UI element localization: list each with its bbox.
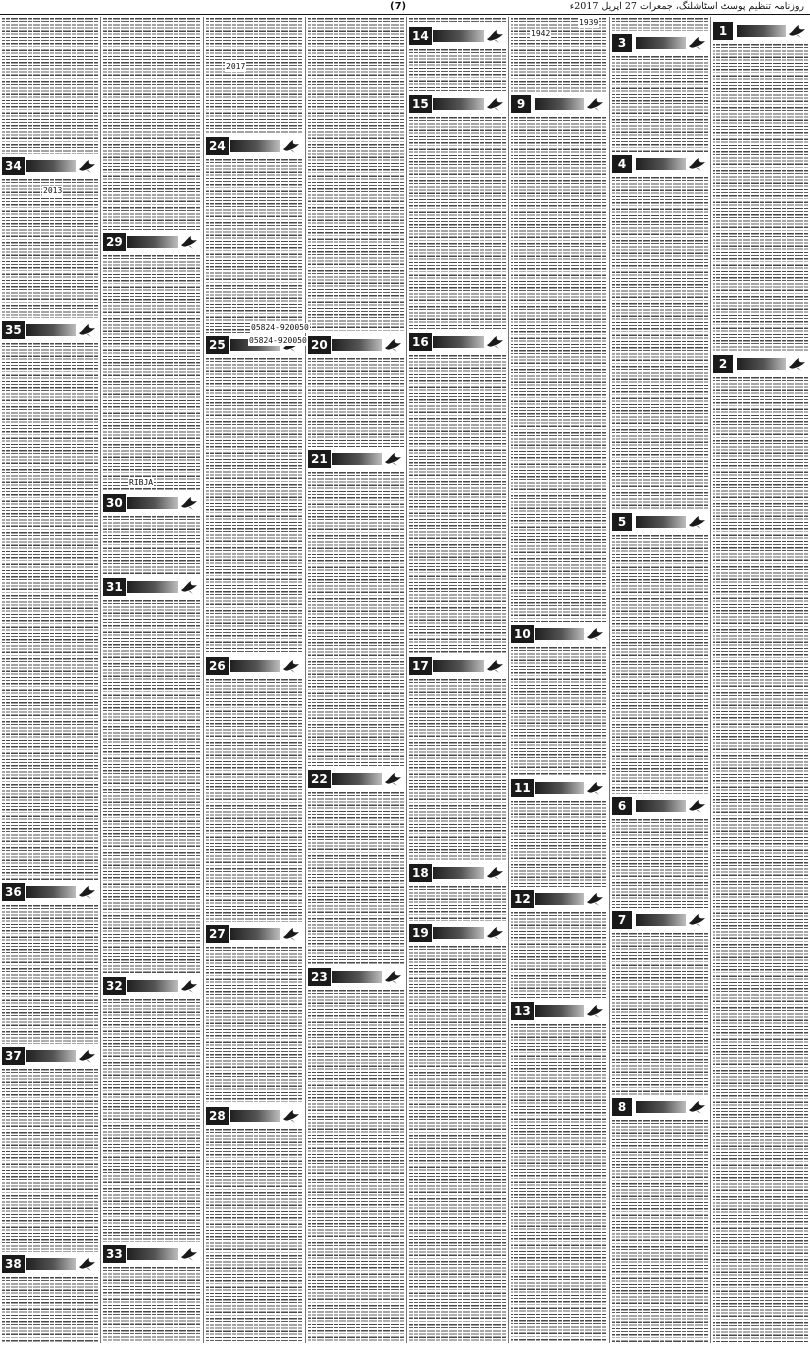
gradient-bar bbox=[636, 158, 686, 170]
ad-number-marker bbox=[409, 924, 506, 942]
ad-number-marker bbox=[2, 1255, 98, 1273]
article-text bbox=[308, 472, 404, 767]
column-rule bbox=[710, 17, 711, 1343]
ad-number: 34 bbox=[2, 157, 25, 175]
column-rule bbox=[305, 17, 306, 1343]
dove-icon bbox=[78, 884, 96, 900]
article-text bbox=[206, 358, 302, 654]
article-text bbox=[308, 990, 404, 1342]
ad-number: 9 bbox=[511, 95, 531, 113]
article-text bbox=[409, 18, 506, 24]
ad-number: 11 bbox=[511, 779, 534, 797]
column-rule bbox=[100, 17, 101, 1343]
ad-number-marker bbox=[409, 657, 506, 675]
article-text bbox=[206, 679, 302, 922]
article-text bbox=[409, 49, 506, 92]
gradient-bar bbox=[332, 971, 382, 983]
dove-icon bbox=[486, 925, 504, 941]
ad-number-marker bbox=[206, 657, 302, 675]
ad-number-marker bbox=[206, 137, 302, 155]
ad-number-marker bbox=[612, 513, 708, 531]
gradient-bar bbox=[127, 1248, 178, 1260]
dove-icon bbox=[78, 158, 96, 174]
article-text bbox=[206, 18, 302, 134]
gradient-bar bbox=[230, 928, 280, 940]
gradient-bar bbox=[230, 660, 280, 672]
article-text bbox=[2, 1069, 98, 1252]
dove-icon bbox=[486, 334, 504, 350]
ad-number-marker bbox=[511, 890, 606, 908]
ad-number: 7 bbox=[612, 911, 632, 929]
gradient-bar bbox=[636, 914, 686, 926]
article-text bbox=[103, 1267, 200, 1342]
ad-number-marker bbox=[103, 233, 200, 251]
dove-icon bbox=[486, 658, 504, 674]
article-text bbox=[409, 679, 506, 861]
article-text bbox=[2, 905, 98, 1044]
dove-icon bbox=[486, 28, 504, 44]
ad-number: 32 bbox=[103, 977, 126, 995]
dove-icon bbox=[180, 978, 198, 994]
ad-number-marker bbox=[409, 27, 506, 45]
dove-icon bbox=[282, 1108, 300, 1124]
dove-icon bbox=[688, 514, 706, 530]
ad-number-marker bbox=[713, 355, 808, 373]
gradient-bar bbox=[433, 336, 484, 348]
ad-number-marker bbox=[2, 321, 98, 339]
ad-number-marker bbox=[409, 333, 506, 351]
article-text bbox=[103, 255, 200, 491]
gradient-bar bbox=[433, 660, 484, 672]
ad-number: 6 bbox=[612, 797, 632, 815]
ad-number: 19 bbox=[409, 924, 432, 942]
dove-icon bbox=[586, 626, 604, 642]
dove-icon bbox=[688, 912, 706, 928]
ad-number-marker bbox=[206, 1107, 302, 1125]
article-text bbox=[2, 18, 98, 154]
gradient-bar bbox=[127, 497, 178, 509]
article-text bbox=[2, 179, 98, 318]
ad-number: 12 bbox=[511, 890, 534, 908]
ad-number-marker bbox=[2, 1047, 98, 1065]
article-text bbox=[511, 801, 606, 887]
dove-icon bbox=[384, 771, 402, 787]
ad-number-marker bbox=[612, 1098, 708, 1116]
ad-number-marker bbox=[2, 157, 98, 175]
dove-icon bbox=[486, 865, 504, 881]
dove-icon bbox=[688, 798, 706, 814]
ad-number: 29 bbox=[103, 233, 126, 251]
ad-number-marker bbox=[103, 977, 200, 995]
dove-icon bbox=[586, 780, 604, 796]
ad-number: 2 bbox=[713, 355, 733, 373]
ad-number-marker bbox=[308, 336, 404, 354]
article-text bbox=[612, 535, 708, 794]
ad-number: 25 bbox=[206, 336, 229, 354]
ad-number-marker bbox=[308, 968, 404, 986]
gradient-bar bbox=[26, 160, 76, 172]
gradient-bar bbox=[127, 581, 178, 593]
ad-number-marker bbox=[612, 911, 708, 929]
dove-icon bbox=[688, 1099, 706, 1115]
ad-number-marker bbox=[612, 797, 708, 815]
column-rule bbox=[609, 17, 610, 1343]
article-text bbox=[612, 1120, 708, 1342]
ad-number-marker bbox=[612, 155, 708, 173]
ad-number: 10 bbox=[511, 625, 534, 643]
gradient-bar bbox=[535, 782, 584, 794]
ad-number-marker bbox=[103, 1245, 200, 1263]
dove-icon bbox=[78, 1048, 96, 1064]
article-text bbox=[103, 18, 200, 230]
dove-icon bbox=[282, 926, 300, 942]
dove-icon bbox=[180, 234, 198, 250]
article-text bbox=[103, 516, 200, 575]
gradient-bar bbox=[433, 867, 484, 879]
dove-icon bbox=[78, 1256, 96, 1272]
ad-number: 27 bbox=[206, 925, 229, 943]
dove-icon bbox=[180, 579, 198, 595]
ad-number: 35 bbox=[2, 321, 25, 339]
phone-number: 05824-920050 bbox=[249, 336, 307, 345]
ad-number: 13 bbox=[511, 1002, 534, 1020]
dove-icon bbox=[282, 138, 300, 154]
ad-number-marker bbox=[103, 494, 200, 512]
ad-number-marker bbox=[2, 883, 98, 901]
article-text bbox=[308, 792, 404, 965]
gradient-bar bbox=[127, 236, 178, 248]
article-text bbox=[308, 18, 404, 333]
gradient-bar bbox=[26, 1258, 76, 1270]
column-rule bbox=[508, 17, 509, 1343]
ad-number-marker bbox=[511, 625, 606, 643]
code-text: RIBJA bbox=[129, 478, 154, 487]
article-text bbox=[308, 358, 404, 447]
ad-number-marker bbox=[308, 770, 404, 788]
gradient-bar bbox=[26, 324, 76, 336]
gradient-bar bbox=[332, 339, 382, 351]
article-text bbox=[511, 912, 606, 999]
dove-icon bbox=[586, 891, 604, 907]
article-text bbox=[103, 999, 200, 1242]
gradient-bar bbox=[230, 140, 280, 152]
ad-number-marker bbox=[308, 450, 404, 468]
ad-number-marker bbox=[103, 578, 200, 596]
ad-number: 20 bbox=[308, 336, 331, 354]
gradient-bar bbox=[127, 980, 178, 992]
dove-icon bbox=[180, 1246, 198, 1262]
dove-icon bbox=[586, 1003, 604, 1019]
column-rule bbox=[203, 17, 204, 1343]
ad-number: 30 bbox=[103, 494, 126, 512]
page-header bbox=[0, 0, 810, 15]
gradient-bar bbox=[737, 25, 786, 37]
ad-number: 24 bbox=[206, 137, 229, 155]
dove-icon bbox=[384, 337, 402, 353]
dove-icon bbox=[688, 156, 706, 172]
ad-number: 38 bbox=[2, 1255, 25, 1273]
ad-number: 5 bbox=[612, 513, 632, 531]
phone-number: 05824-920050 bbox=[251, 323, 309, 332]
article-text bbox=[206, 947, 302, 1104]
ad-number-marker bbox=[409, 95, 506, 113]
gradient-bar bbox=[535, 893, 584, 905]
dove-icon bbox=[282, 658, 300, 674]
dove-icon bbox=[486, 96, 504, 112]
ad-number: 23 bbox=[308, 968, 331, 986]
ad-number: 26 bbox=[206, 657, 229, 675]
gradient-bar bbox=[433, 30, 484, 42]
ad-number: 37 bbox=[2, 1047, 25, 1065]
ad-number: 1 bbox=[713, 22, 733, 40]
article-text bbox=[612, 177, 708, 510]
gradient-bar bbox=[636, 1101, 686, 1113]
ad-number: 17 bbox=[409, 657, 432, 675]
ad-number-marker bbox=[409, 864, 506, 882]
gradient-bar bbox=[636, 37, 686, 49]
dove-icon bbox=[78, 322, 96, 338]
gradient-bar bbox=[636, 516, 686, 528]
ad-number: 8 bbox=[612, 1098, 632, 1116]
gradient-bar bbox=[636, 800, 686, 812]
masthead: روزنامہ تنظیم پوسٹ اسٹاشلنگ، جمعرات 27 اپریل 2017ء bbox=[569, 1, 804, 12]
gradient-bar bbox=[535, 1005, 584, 1017]
ad-number-marker bbox=[511, 95, 606, 113]
gradient-bar bbox=[26, 886, 76, 898]
article-text bbox=[612, 18, 708, 31]
column-rule bbox=[406, 17, 407, 1343]
gradient-bar bbox=[535, 98, 584, 110]
article-text bbox=[713, 377, 808, 1342]
article-text bbox=[511, 117, 606, 622]
ad-number: 31 bbox=[103, 578, 126, 596]
gradient-bar bbox=[26, 1050, 76, 1062]
gradient-bar bbox=[332, 773, 382, 785]
dove-icon bbox=[788, 356, 806, 372]
gradient-bar bbox=[230, 1110, 280, 1122]
ad-number-marker bbox=[206, 925, 302, 943]
ad-number: 28 bbox=[206, 1107, 229, 1125]
article-text bbox=[409, 946, 506, 1342]
ad-number-marker bbox=[612, 34, 708, 52]
article-text bbox=[2, 1277, 98, 1342]
dove-icon bbox=[586, 96, 604, 112]
dove-icon bbox=[384, 451, 402, 467]
article-text bbox=[511, 647, 606, 776]
ad-number: 16 bbox=[409, 333, 432, 351]
ad-number: 15 bbox=[409, 95, 432, 113]
article-text bbox=[713, 44, 808, 352]
year-text: 2017 bbox=[226, 62, 246, 71]
ad-number: 3 bbox=[612, 34, 632, 52]
article-text bbox=[511, 1024, 606, 1342]
article-text bbox=[409, 117, 506, 330]
article-text bbox=[409, 886, 506, 921]
article-text bbox=[2, 343, 98, 880]
year-text: 2013 bbox=[43, 186, 63, 195]
article-text bbox=[612, 819, 708, 908]
year-text: 1942 bbox=[531, 29, 551, 38]
gradient-bar bbox=[332, 453, 382, 465]
gradient-bar bbox=[737, 358, 786, 370]
ad-number: 33 bbox=[103, 1245, 126, 1263]
dove-icon bbox=[788, 23, 806, 39]
gradient-bar bbox=[535, 628, 584, 640]
ad-number-marker bbox=[511, 1002, 606, 1020]
ad-number: 14 bbox=[409, 27, 432, 45]
article-text bbox=[409, 355, 506, 654]
article-text bbox=[103, 600, 200, 974]
gradient-bar bbox=[433, 927, 484, 939]
article-text bbox=[612, 933, 708, 1095]
ad-number: 22 bbox=[308, 770, 331, 788]
article-text bbox=[511, 18, 606, 92]
year-text: 1939 bbox=[579, 18, 599, 27]
gradient-bar bbox=[433, 98, 484, 110]
dove-icon bbox=[688, 35, 706, 51]
ad-number: 18 bbox=[409, 864, 432, 882]
ad-number-marker bbox=[511, 779, 606, 797]
ad-number-marker bbox=[713, 22, 808, 40]
dove-icon bbox=[384, 969, 402, 985]
ad-number: 4 bbox=[612, 155, 632, 173]
ad-number: 36 bbox=[2, 883, 25, 901]
article-text bbox=[612, 56, 708, 152]
dove-icon bbox=[180, 495, 198, 511]
article-text bbox=[206, 159, 302, 333]
page-number: (7) bbox=[390, 1, 407, 12]
article-text bbox=[206, 1129, 302, 1342]
ad-number: 21 bbox=[308, 450, 331, 468]
